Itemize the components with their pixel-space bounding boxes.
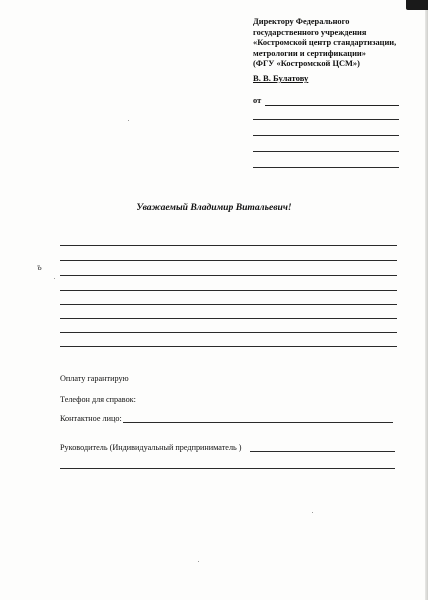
scan-speck (312, 512, 313, 513)
addressee-line: метрологии и сертификации» (253, 48, 366, 58)
from-blank-line[interactable] (265, 105, 399, 106)
addressee-line: государственного учреждения (253, 27, 367, 37)
body-blank-line[interactable] (60, 332, 397, 333)
body-blank-line[interactable] (60, 304, 397, 305)
payment-guarantee-label: Оплату гарантирую (60, 374, 129, 383)
head-blank-line[interactable] (60, 468, 395, 469)
contact-blank-line[interactable] (123, 422, 393, 423)
body-blank-line[interactable] (60, 245, 397, 246)
salutation: Уважаемый Владимир Витальевич! (136, 202, 292, 213)
addressee-line: «Костромской центр стандартизации, (253, 38, 397, 48)
body-blank-line[interactable] (60, 346, 397, 347)
sender-blank-line[interactable] (253, 167, 399, 168)
sender-blank-line[interactable] (253, 151, 399, 152)
head-label: Руководитель (Индивидуальный предприниматель ) (60, 443, 242, 452)
scan-corner-mark (406, 0, 428, 10)
director-name: В. В. Булатову (253, 73, 309, 83)
scan-speck (198, 561, 199, 562)
sender-blank-line[interactable] (253, 119, 399, 120)
from-row (253, 96, 399, 107)
scan-speck (54, 278, 55, 279)
phone-label: Телефон для справок: (60, 395, 136, 404)
addressee-line: Директору Федерального (253, 17, 350, 26)
addressee-block (253, 17, 418, 70)
contact-label: Контактное лицо: (60, 414, 122, 423)
addressee-line: (ФГУ «Костромской ЦСМ») (253, 59, 360, 69)
from-label: от (253, 96, 262, 105)
body-blank-line[interactable] (60, 275, 397, 276)
head-signature-line[interactable] (250, 451, 395, 452)
sender-blank-line[interactable] (253, 135, 399, 136)
body-blank-line[interactable] (60, 318, 397, 319)
body-blank-line[interactable] (60, 290, 397, 291)
scan-speck (128, 120, 129, 121)
stray-mark: ъ (37, 262, 42, 272)
body-blank-line[interactable] (60, 260, 397, 261)
